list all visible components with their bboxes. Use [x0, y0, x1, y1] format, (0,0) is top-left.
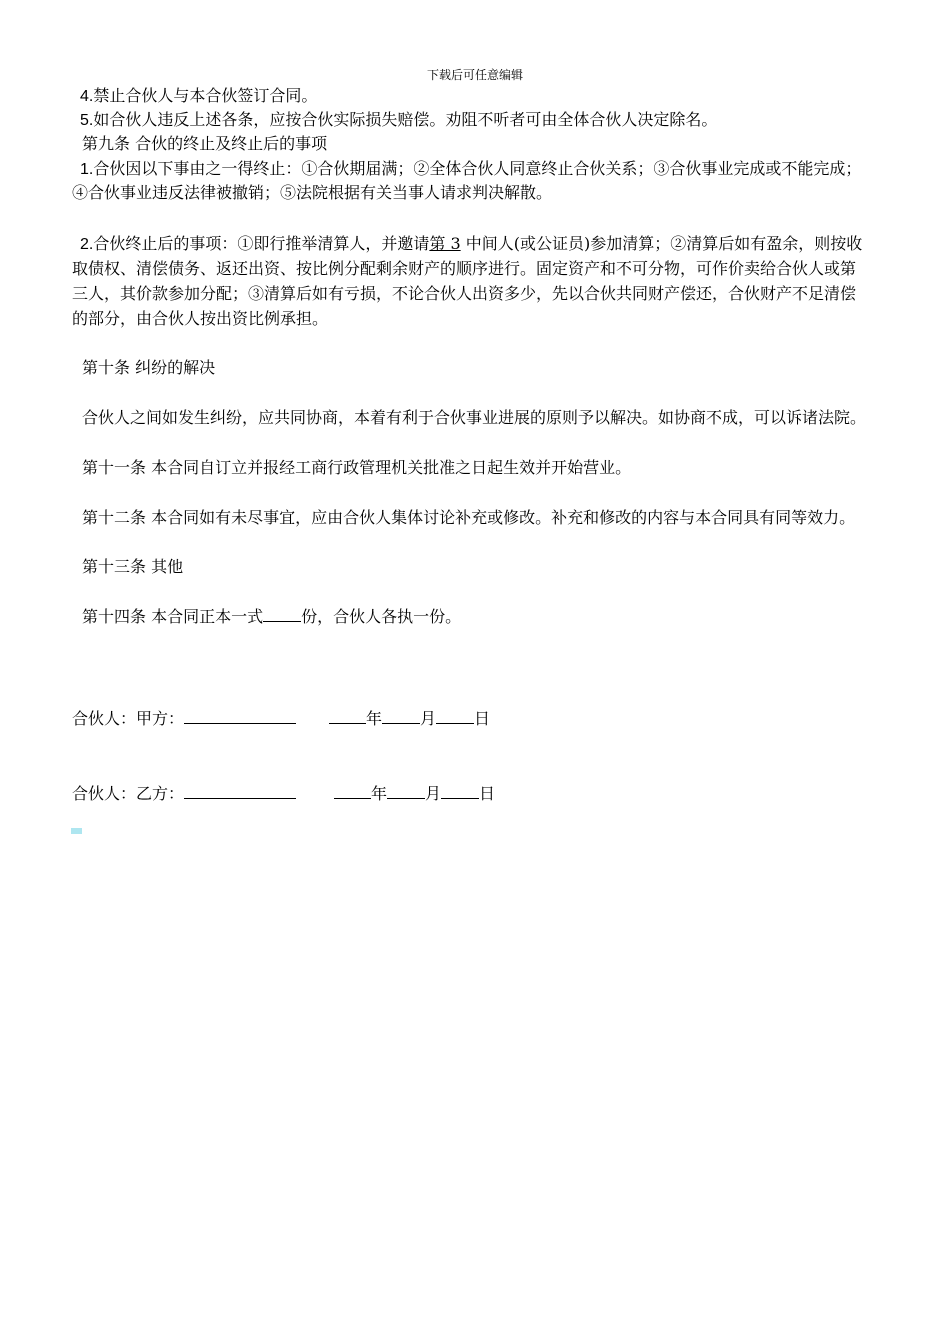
- month-blank: [387, 784, 425, 799]
- day-label: 日: [474, 709, 491, 728]
- item-number: 1.: [80, 161, 94, 178]
- month-label: 月: [420, 709, 437, 728]
- party-b-signature-blank: [184, 784, 296, 799]
- item-number: 2.: [80, 236, 94, 253]
- year-label: 年: [366, 709, 383, 728]
- para-text: 合伙终止后的事项：①即行推举清算人，并邀请: [93, 234, 430, 253]
- day-blank: [436, 709, 474, 724]
- copies-blank: [263, 607, 301, 622]
- day-blank: [441, 784, 479, 799]
- article-14: [82, 607, 461, 627]
- article-13: 第十三条 其他: [82, 557, 184, 576]
- article-9-para-2-line-2: 取债权、清偿债务、返还出资、按比例分配剩余财产的顺序进行。固定资产和不可分物，可作价卖给合伙人或第: [72, 259, 857, 278]
- signature-line-party-a: [72, 706, 490, 729]
- clause-item-5: [80, 110, 717, 131]
- signature-line-party-b: [72, 781, 495, 804]
- article-14-text: 第十四条 本合同正本一式: [82, 607, 264, 626]
- party-a-label: 合伙人：甲方：: [72, 709, 185, 728]
- article-10-title: 第十条 纠纷的解决: [82, 358, 216, 377]
- para-text: 合伙因以下事由之一得终止：①合伙期届满；②全体合伙人同意终止合伙关系；③合伙事业完成或不能完成；: [93, 159, 862, 178]
- mediator-count: 第 3: [429, 234, 461, 253]
- year-blank: [334, 784, 371, 799]
- article-14-text: 份，合伙人各执一份。: [301, 607, 462, 626]
- article-9-para-1-line-2: ④合伙事业违反法律被撤销；⑤法院根据有关当事人请求判决解散。: [72, 183, 553, 202]
- item-number: 5.: [80, 112, 94, 129]
- article-11: 第十一条 本合同自订立并报经工商行政管理机关批准之日起生效并开始营业。: [82, 458, 632, 477]
- article-9-para-2-line-1: [80, 234, 862, 255]
- year-blank: [329, 709, 366, 724]
- party-b-label: 合伙人：乙方：: [72, 784, 185, 803]
- article-9-para-1-line-1: [80, 159, 861, 180]
- item-text: 禁止合伙人与本合伙签订合同。: [93, 86, 318, 105]
- article-9-para-2-line-3: 三人，其价款参加分配；③清算后如有亏损，不论合伙人出资多少，先以合伙共同财产偿还，合伙财产不足清偿: [72, 284, 857, 303]
- article-10-body: 合伙人之间如发生纠纷，应共同协商，本着有利于合伙事业进展的原则予以解决。如协商不成，可以诉诸法院。: [82, 408, 867, 427]
- year-label: 年: [371, 784, 388, 803]
- party-a-signature-blank: [184, 709, 296, 724]
- month-blank: [382, 709, 420, 724]
- clause-item-4: [80, 86, 317, 107]
- item-number: 4.: [80, 88, 94, 105]
- page-header: 下载后可任意编辑: [426, 68, 523, 82]
- article-12: 第十二条 本合同如有未尽事宜，应由合伙人集体讨论补充或修改。补充和修改的内容与本合同具有同等效力。: [82, 508, 856, 527]
- article-9-para-2-line-4: 的部分，由合伙人按出资比例承担。: [72, 309, 329, 328]
- month-label: 月: [425, 784, 442, 803]
- para-text: 中间人(或公证员)参加清算；②清算后如有盈余，则按收: [460, 234, 863, 253]
- item-text: 如合伙人违反上述各条，应按合伙实际损失赔偿。劝阻不听者可由全体合伙人决定除名。: [93, 110, 718, 129]
- article-9-title: 第九条 合伙的终止及终止后的事项: [82, 134, 328, 153]
- highlight-marker: [71, 828, 82, 834]
- day-label: 日: [479, 784, 496, 803]
